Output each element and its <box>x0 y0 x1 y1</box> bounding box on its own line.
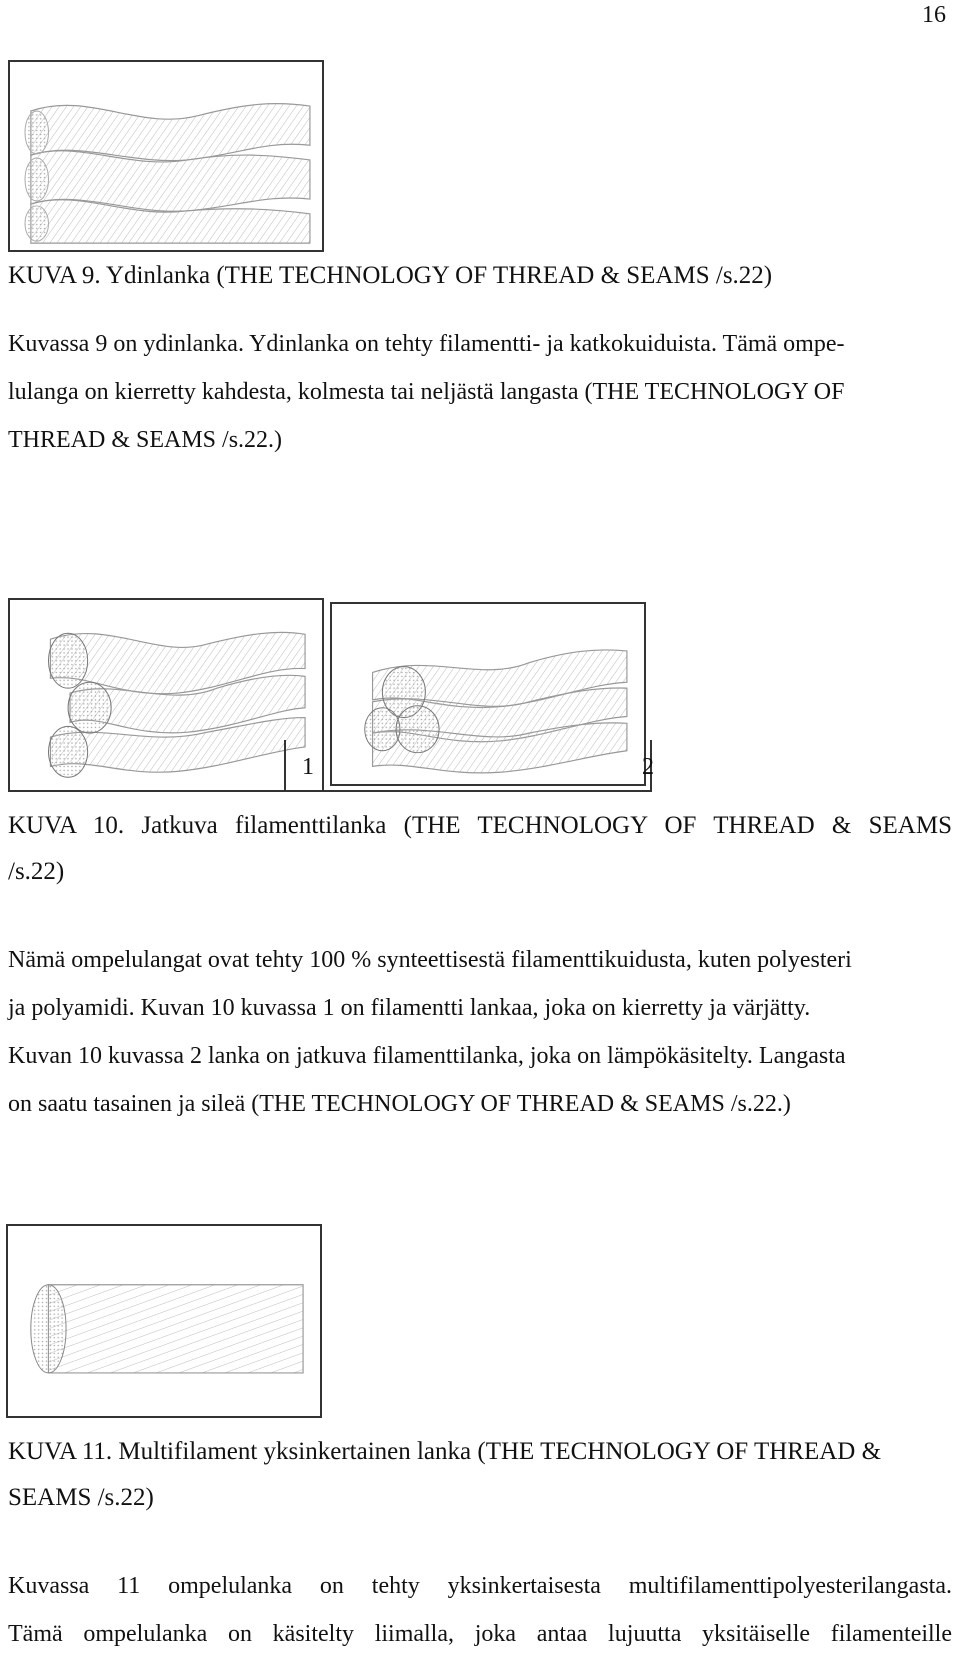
paragraph-2-line: Kuvan 10 kuvassa 2 lanka on jatkuva filamenttilanka, joka on lämpökäsitelty. Langasta <box>8 1043 846 1069</box>
paragraph-1-line: lulanga on kierretty kahdesta, kolmesta tai neljästä langasta (THE TECHNOLOGY OF <box>8 379 845 405</box>
figure-9-caption: KUVA 9. Ydinlanka (THE TECHNOLOGY OF THREAD & SEAMS /s.22) <box>8 262 773 289</box>
figure-10-caption-line-2: /s.22) <box>8 858 65 885</box>
figure-11-caption-line-1: KUVA 11. Multifilament yksinkertainen lanka (THE TECHNOLOGY OF THREAD & <box>8 1438 882 1465</box>
multifilament-thread-illustration <box>8 1226 320 1416</box>
figure-10-label-frame <box>284 740 652 792</box>
figure-10-caption-line-1: KUVA 10. Jatkuva filamenttilanka (THE TECHNOLOGY OF THREAD & SEAMS <box>8 812 952 839</box>
figure-11-caption-line-2: SEAMS /s.22) <box>8 1484 154 1511</box>
figure-10-label-2: 2 <box>642 754 654 780</box>
figure-10-label-1: 1 <box>302 754 314 780</box>
twisted-filament-thread-illustration <box>10 600 322 790</box>
paragraph-1-line: THREAD & SEAMS /s.22.) <box>8 427 283 453</box>
paragraph-2 <box>8 936 952 1128</box>
figure-10-image-1 <box>8 598 324 792</box>
paragraph-1 <box>8 320 952 464</box>
core-thread-illustration <box>10 62 322 250</box>
paragraph-2-line: Nämä ompelulangat ovat tehty 100 % synteettisestä filamenttikuidusta, kuten polyesteri <box>8 947 852 973</box>
paragraph-3-line: Kuvassa 11 ompelulanka on tehty yksinkertaisesta multifilamenttipolyesterilangasta. <box>8 1573 952 1599</box>
figure-11-image <box>6 1224 322 1418</box>
page-number: 16 <box>922 2 946 28</box>
paragraph-2-line: on saatu tasainen ja sileä (THE TECHNOLOGY OF THREAD & SEAMS /s.22.) <box>8 1091 791 1117</box>
paragraph-3 <box>8 1562 952 1658</box>
paragraph-1-line: Kuvassa 9 on ydinlanka. Ydinlanka on tehty filamentti- ja katkokuiduista. Tämä ompe- <box>8 331 845 357</box>
paragraph-3-line: Tämä ompelulanka on käsitelty liimalla, joka antaa lujuutta yksitäiselle filamenteille <box>8 1621 952 1647</box>
paragraph-2-line: ja polyamidi. Kuvan 10 kuvassa 1 on filamentti lankaa, joka on kierretty ja värjätty. <box>8 995 811 1021</box>
figure-9-image <box>8 60 324 252</box>
